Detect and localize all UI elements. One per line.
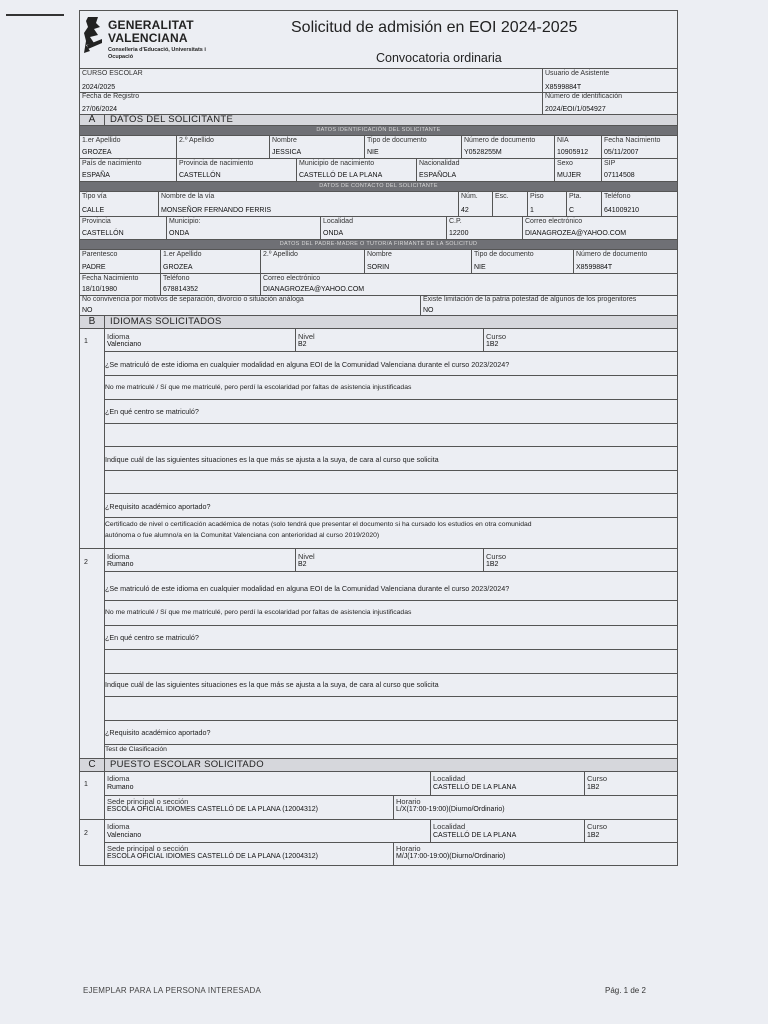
curso-1-value: 1B2 — [486, 341, 499, 348]
tutor-tipo-documento-value: NIE — [474, 264, 486, 271]
pta-value: C — [569, 207, 575, 214]
puesto-2-row-2 — [104, 843, 678, 865]
idioma-block-1 — [79, 329, 678, 549]
provincia-label: Provincia — [82, 218, 111, 225]
section-a-header — [79, 115, 678, 126]
idioma-2-requisito-answer: Test de Clasificación — [105, 746, 167, 753]
usuario-label: Usuario de Asistente — [545, 70, 610, 77]
tutor-primer-apellido-label: 1.er Apellido — [163, 251, 202, 258]
primer-apellido-label: 1.er Apellido — [82, 137, 121, 144]
tutor-segundo-apellido-label: 2.º Apellido — [263, 251, 298, 258]
puesto-2-sede-label: Sede principal o sección — [107, 844, 189, 853]
tutor-row-1 — [79, 250, 678, 274]
meta-row-2 — [79, 92, 678, 115]
idioma-1-matricula-question: ¿Se matriculó de este idioma en cualquier modalidad en alguna EOI de la Comunidad Valenciana durante el curso 2023/2024? — [105, 360, 510, 369]
correo-label: Correo electrónico — [525, 218, 583, 225]
limitacion-patria-potestad-value: NO — [423, 307, 434, 314]
tutor-fecha-nacimiento-label: Fecha Nacimiento — [82, 275, 139, 282]
numero-documento-value: Y0528255M — [464, 149, 502, 156]
idioma-1-matricula-answer: No me matriculé / Sí que me matriculé, pero perdí la escolaridad por faltas de asistencia injustificadas — [105, 384, 412, 391]
tutor-correo-value: DIANAGROZEA@YAHOO.COM — [263, 286, 365, 293]
curso-2-value: 1B2 — [486, 561, 499, 568]
idioma-2-situacion-question: Indique cuál de las siguientes situaciones es la que más se ajusta a la suya, de cara al curso que solicita — [105, 680, 439, 689]
tipo-documento-value: NIE — [367, 149, 379, 156]
tutor-telefono-value: 678814352 — [163, 286, 199, 293]
telefono-label: Teléfono — [604, 193, 631, 200]
idioma-1-label: Idioma — [107, 332, 130, 341]
puesto-2-idioma-label: Idioma — [107, 822, 130, 831]
puesto-block-2 — [79, 820, 678, 866]
parentesco-value: PADRE — [82, 264, 106, 271]
fecha-nacimiento-value: 05/11/2007 — [604, 149, 639, 156]
sexo-label: Sexo — [557, 160, 573, 167]
section-a-letter: A — [80, 115, 105, 125]
no-convivencia-value: NO — [82, 307, 93, 314]
form-subtitle: Convocatoria ordinaria — [376, 51, 502, 65]
puesto-2-row-1 — [104, 820, 678, 842]
puesto-1-number: 1 — [84, 781, 88, 788]
piso-label: Piso — [530, 193, 544, 200]
idioma-2-requisito-question: ¿Requisito académico aportado? — [105, 728, 211, 737]
municipio-label: Municipio: — [169, 218, 201, 225]
puesto-1-row-2 — [104, 796, 678, 819]
nacionalidad-label: Nacionalidad — [419, 160, 460, 167]
tutor-fecha-nacimiento-value: 18/10/1980 — [82, 286, 118, 293]
telefono-value: 641009210 — [604, 207, 640, 214]
municipio-nacimiento-label: Municipio de nacimiento — [299, 160, 375, 167]
fecha-registro-value: 27/06/2024 — [82, 106, 118, 113]
band-contacto: DATOS DE CONTACTO DEL SOLICITANTE — [79, 182, 678, 192]
numero-identificacion-value: 2024/EOI/1/054927 — [545, 106, 606, 113]
puesto-2-number: 2 — [84, 830, 88, 837]
puesto-2-idioma-value: Valenciano — [107, 832, 142, 839]
sexo-value: MUJER — [557, 172, 582, 179]
idioma-2-value: Rumano — [107, 561, 134, 568]
solicitante-row-1 — [79, 136, 678, 159]
logo-emblem-icon — [84, 15, 104, 55]
puesto-1-row-1 — [104, 772, 678, 795]
curso-escolar-value: 2024/2025 — [82, 84, 116, 91]
tutor-nombre-label: Nombre — [367, 251, 392, 258]
puesto-2-localidad-value: CASTELLÓ DE LA PLANA — [433, 832, 517, 839]
puesto-2-sede-value: ESCOLA OFICIAL IDIOMES CASTELLÓ DE LA PLANA (12004312) — [107, 853, 318, 860]
logo-line-1: GENERALITAT — [108, 18, 194, 32]
tipo-documento-label: Tipo de documento — [367, 137, 427, 144]
idioma-1-value: Valenciano — [107, 341, 142, 348]
form-title: Solicitud de admisión en EOI 2024-2025 — [291, 19, 578, 36]
municipio-nacimiento-value: CASTELLÓ DE LA PLANA — [299, 172, 383, 179]
provincia-nacimiento-value: CASTELLÓN — [179, 172, 221, 179]
section-c-header — [79, 759, 678, 772]
puesto-2-horario-value: M/J(17:00-19:00)(Diurno/Ordinario) — [396, 853, 506, 860]
puesto-block-1 — [79, 772, 678, 820]
nivel-2-label: Nivel — [298, 552, 315, 561]
idioma-1-requisito-answer-line-1: Certificado de nivel o certificación académica de notas (solo tendrá que presentar el documento si ha cursado los estudios en otra comunidad — [105, 521, 532, 528]
idioma-1-requisito-answer-line-2: autónoma o fue alumno/a en la Comunitat Valenciana con anterioridad al curso 2019/2020) — [105, 532, 380, 539]
sip-label: SIP — [604, 160, 616, 167]
solicitante-row-4 — [79, 217, 678, 240]
puesto-1-localidad-label: Localidad — [433, 774, 466, 783]
puesto-1-curso-label: Curso — [587, 774, 608, 783]
idioma-block-2 — [79, 549, 678, 759]
parentesco-label: Parentesco — [82, 251, 118, 258]
idioma-1-situacion-question: Indique cuál de las siguientes situaciones es la que más se ajusta a la suya, de cara al curso que solicita — [105, 455, 439, 464]
tutor-numero-documento-label: Número de documento — [576, 251, 648, 258]
idioma-2-number: 2 — [84, 559, 88, 566]
puesto-2-horario-label: Horario — [396, 844, 421, 853]
nivel-1-label: Nivel — [298, 332, 315, 341]
nacionalidad-value: ESPAÑOLA — [419, 172, 457, 179]
limitacion-patria-potestad-label: Existe limitación de la patria potestad de algunos de los progenitores — [423, 296, 637, 303]
num-value: 42 — [461, 207, 469, 214]
section-a-title: DATOS DEL SOLICITANTE — [110, 114, 234, 125]
band-identificacion: DATOS IDENTIFICACIÓN DEL SOLICITANTE — [79, 126, 678, 136]
num-label: Núm. — [461, 193, 478, 200]
provincia-nacimiento-label: Provincia de nacimiento — [179, 160, 254, 167]
fecha-registro-label: Fecha de Registro — [82, 93, 140, 100]
curso-escolar-label: CURSO ESCOLAR — [82, 70, 143, 77]
numero-documento-label: Número de documento — [464, 137, 536, 144]
idioma-2-matricula-question: ¿Se matriculó de este idioma en cualquier modalidad en alguna EOI de la Comunidad Valenciana durante el curso 2023/2024? — [105, 584, 510, 593]
tutor-telefono-label: Teléfono — [163, 275, 190, 282]
localidad-label: Localidad — [323, 218, 353, 225]
segundo-apellido-label: 2.º Apellido — [179, 137, 214, 144]
municipio-value: ONDA — [169, 230, 190, 237]
puesto-1-idioma-value: Rumano — [107, 784, 134, 791]
section-b-title: IDIOMAS SOLICITADOS — [110, 316, 222, 327]
idioma-1-centro-question: ¿En qué centro se matriculó? — [105, 407, 199, 416]
no-convivencia-label: No convivencia por motivos de separación, divorcio o situación análoga — [82, 296, 304, 303]
nia-label: NIA — [557, 137, 569, 144]
puesto-1-sede-value: ESCOLA OFICIAL IDIOMES CASTELLÓ DE LA PLANA (12004312) — [107, 806, 318, 813]
curso-1-label: Curso — [486, 332, 507, 341]
puesto-1-horario-value: L/X(17:00-19:00)(Diurno/Ordinario) — [396, 806, 505, 813]
puesto-2-curso-label: Curso — [587, 822, 608, 831]
nombre-via-label: Nombre de la vía — [161, 193, 215, 200]
footer-copy-label: EJEMPLAR PARA LA PERSONA INTERESADA — [83, 986, 262, 995]
tutor-correo-label: Correo electrónico — [263, 275, 321, 282]
section-b-letter: B — [80, 316, 105, 328]
idioma-1-number: 1 — [84, 338, 88, 345]
logo-subtitle: Conselleria d'Educació, Universitats i Ocupació — [108, 47, 206, 60]
solicitante-row-3 — [79, 192, 678, 217]
cp-label: C.P. — [449, 218, 462, 225]
form-header — [79, 10, 678, 69]
idioma-2-centro-question: ¿En qué centro se matriculó? — [105, 633, 199, 642]
pta-label: Pta. — [569, 193, 582, 200]
nia-value: 10905912 — [557, 149, 589, 156]
idioma-2-label: Idioma — [107, 552, 130, 561]
puesto-2-localidad-label: Localidad — [433, 822, 466, 831]
band-padre-madre: DATOS DEL PADRE-MADRE O TUTOR/A FIRMANTE DE LA SOLICITUD — [79, 240, 678, 250]
meta-row-1 — [79, 68, 678, 93]
idioma-1-requisito-question: ¿Requisito académico aportado? — [105, 502, 211, 511]
numero-identificacion-label: Número de identificación — [545, 93, 623, 100]
page-number: Pág. 1 de 2 — [605, 986, 646, 995]
puesto-1-curso-value: 1B2 — [587, 784, 600, 791]
tutor-row-2 — [79, 274, 678, 296]
puesto-1-localidad-value: CASTELLÓ DE LA PLANA — [433, 784, 517, 791]
tutor-numero-documento-value: X8599884T — [576, 264, 613, 271]
generalitat-logo — [84, 15, 214, 67]
nombre-label: Nombre — [272, 137, 297, 144]
nombre-via-value: MONSEÑOR FERNANDO FERRIS — [161, 207, 272, 214]
esc-label: Esc. — [495, 193, 509, 200]
section-c-letter: C — [80, 759, 105, 771]
cp-value: 12200 — [449, 230, 469, 237]
piso-value: 1 — [530, 207, 534, 214]
fecha-nacimiento-label: Fecha Nacimiento — [604, 137, 661, 144]
usuario-value: X8599884T — [545, 84, 582, 91]
edge-mark — [6, 14, 64, 16]
correo-value: DIANAGROZEA@YAHOO.COM — [525, 230, 627, 237]
idioma-2-header-row — [104, 549, 678, 571]
application-form — [79, 10, 678, 864]
nivel-1-value: B2 — [298, 341, 307, 348]
puesto-2-curso-value: 1B2 — [587, 832, 600, 839]
sip-value: 07114508 — [604, 172, 635, 179]
primer-apellido-value: GROZEA — [82, 149, 112, 156]
nombre-value: JESSICA — [272, 149, 302, 156]
puesto-1-horario-label: Horario — [396, 797, 421, 806]
tipo-via-label: Tipo vía — [82, 193, 107, 200]
localidad-value: ONDA — [323, 230, 344, 237]
puesto-1-idioma-label: Idioma — [107, 774, 130, 783]
pais-nacimiento-value: ESPAÑA — [82, 172, 110, 179]
idioma-1-header-row — [104, 329, 678, 351]
section-b-header — [79, 316, 678, 329]
provincia-value: CASTELLÓN — [82, 230, 124, 237]
nivel-2-value: B2 — [298, 561, 307, 568]
logo-line-2: VALENCIANA — [108, 31, 188, 45]
pais-nacimiento-label: País de nacimiento — [82, 160, 142, 167]
tipo-via-value: CALLE — [82, 207, 105, 214]
tutor-primer-apellido-value: GROZEA — [163, 264, 193, 271]
tutor-tipo-documento-label: Tipo de documento — [474, 251, 534, 258]
curso-2-label: Curso — [486, 552, 507, 561]
idioma-2-matricula-answer: No me matriculé / Sí que me matriculé, pero perdí la escolaridad por faltas de asistencia injustificadas — [105, 609, 412, 616]
puesto-1-sede-label: Sede principal o sección — [107, 797, 189, 806]
solicitante-row-2 — [79, 159, 678, 182]
section-c-title: PUESTO ESCOLAR SOLICITADO — [110, 759, 264, 770]
tutor-nombre-value: SORIN — [367, 264, 390, 271]
convivencia-row — [79, 296, 678, 316]
